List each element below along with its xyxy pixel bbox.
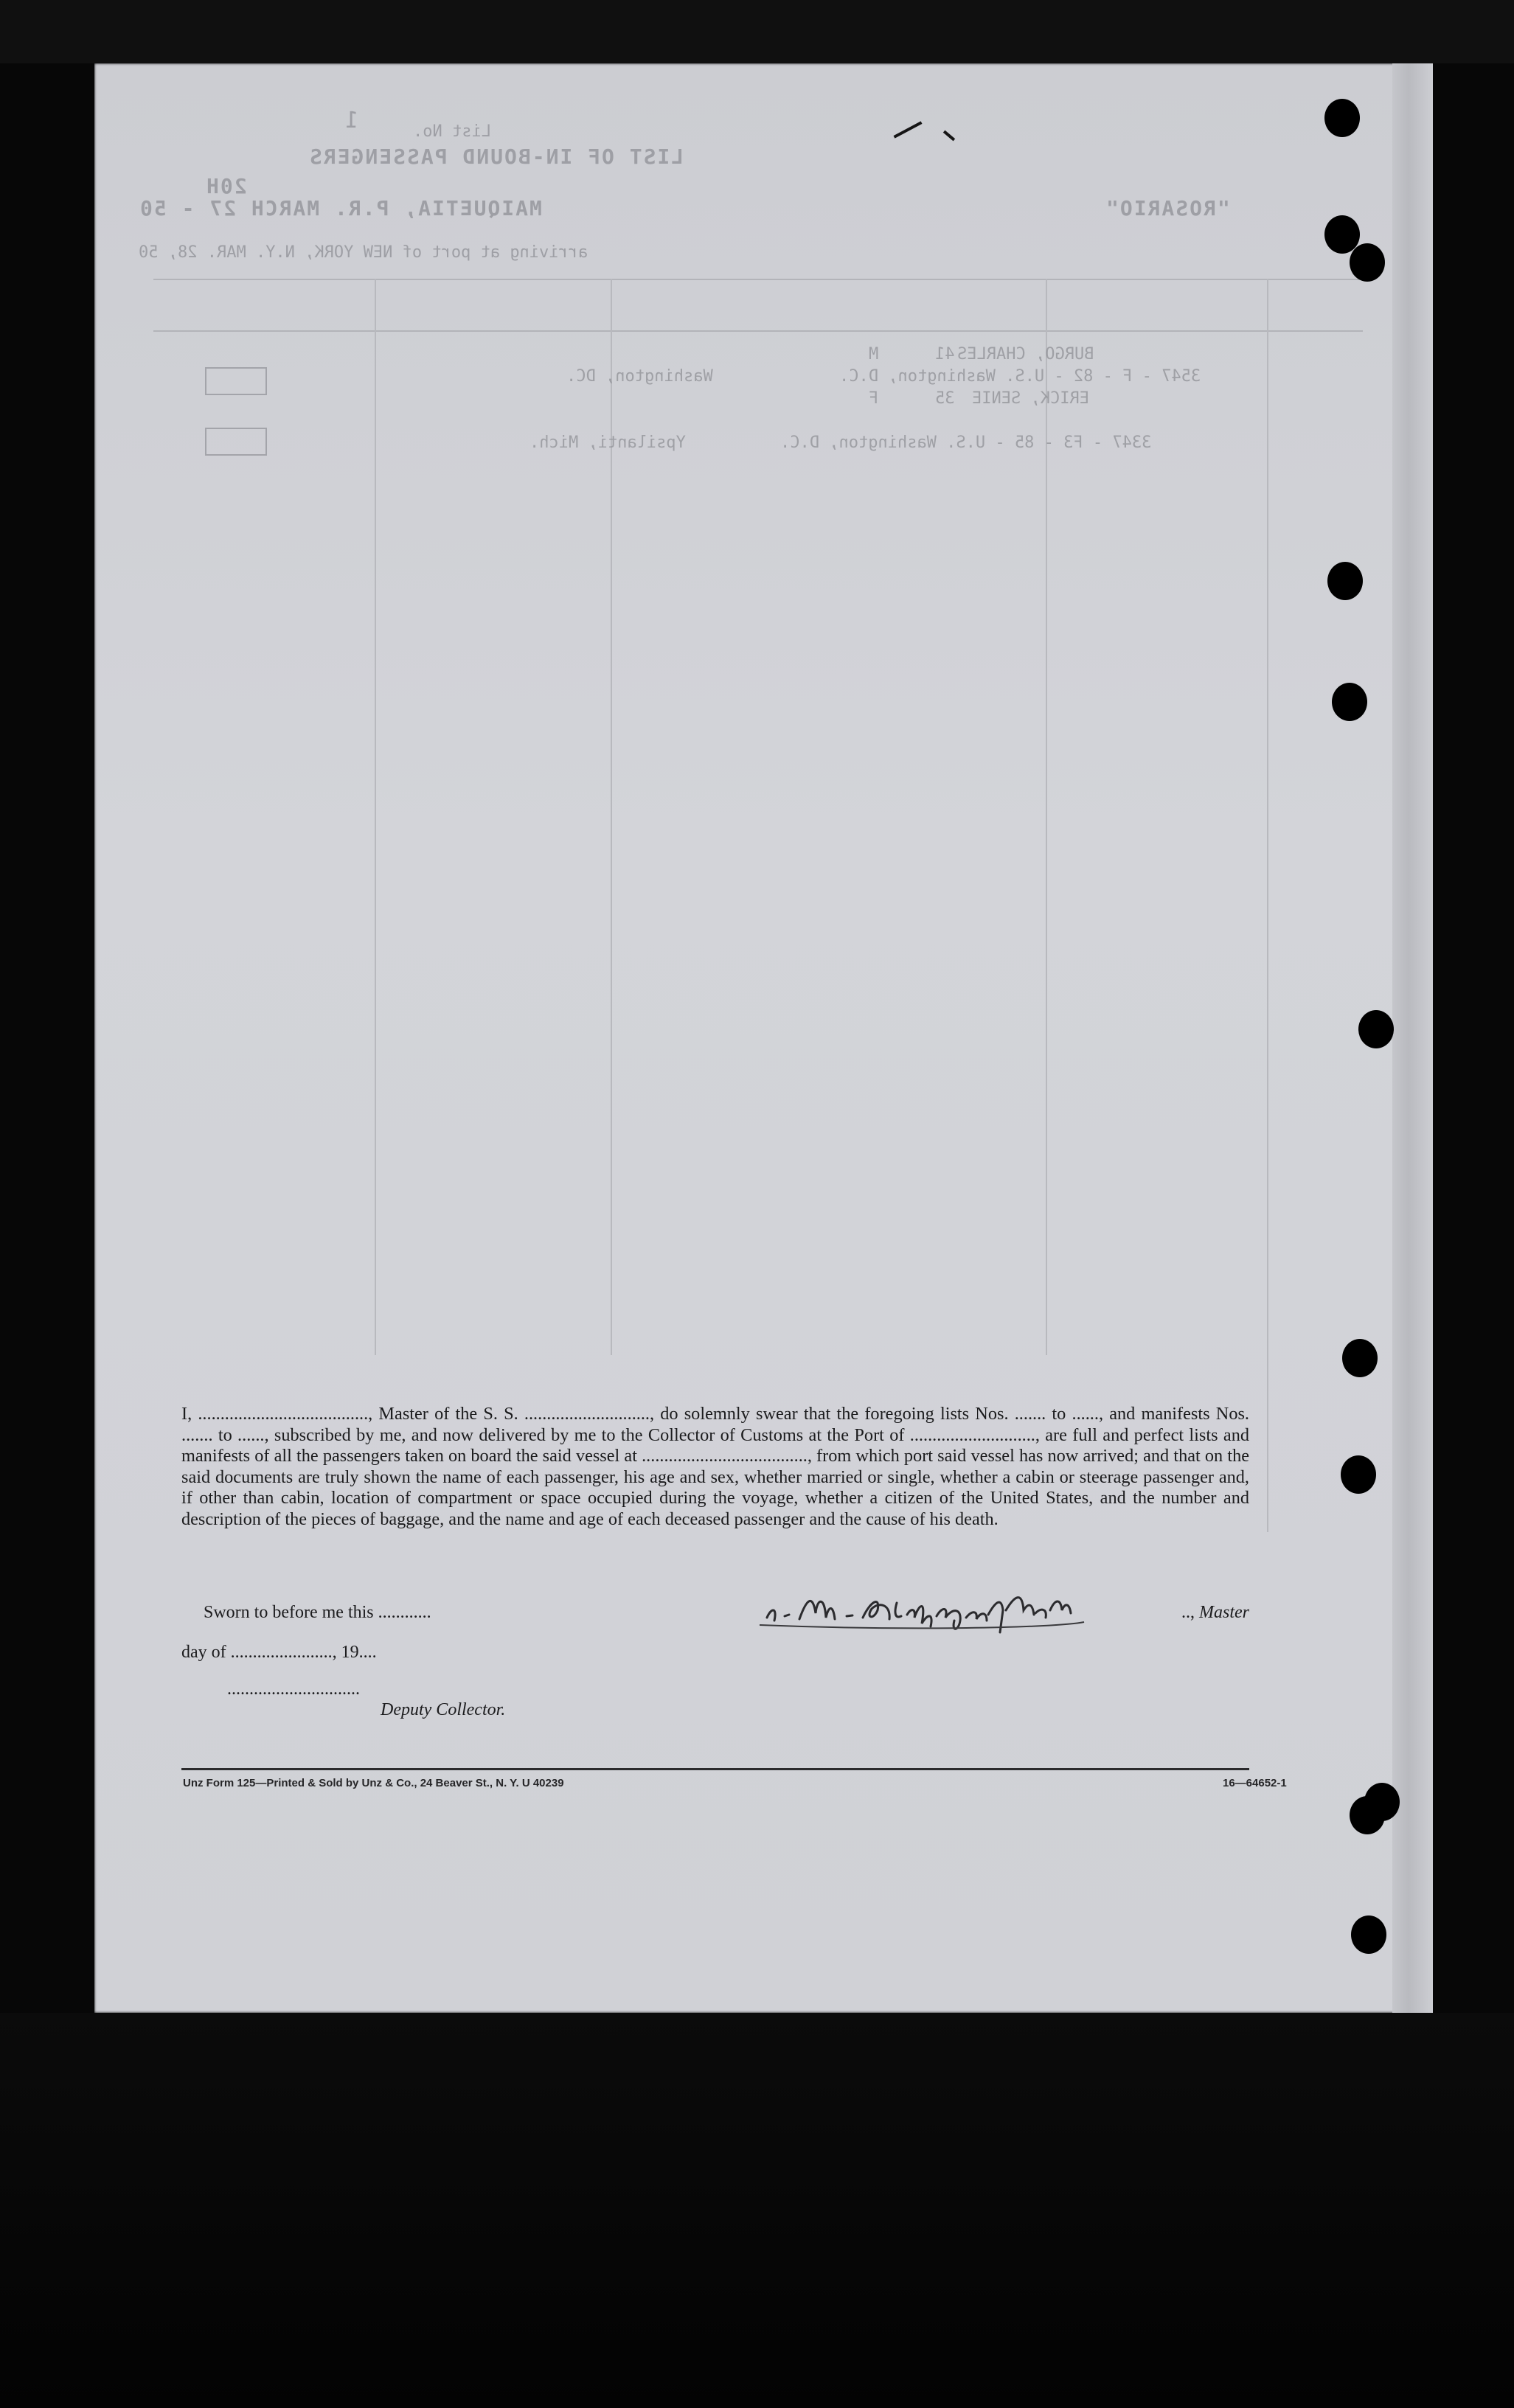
ghost-list-no: 1 [345,108,359,133]
punch-hole-3 [1350,243,1385,282]
ghost-rule-1 [153,279,1363,280]
ghost-passenger-1-age: 41 [935,345,955,363]
ghost-passenger-1-doc: 3547 - F - 82 - U.S. Washington, D.C. [839,367,1201,386]
ghost-departure-line: MAIQUETIA, P.R. MARCH 27 - 50 [139,196,542,220]
punch-hole-4 [1327,562,1363,600]
ghost-rule-2 [153,330,1363,332]
ghost-passenger-2-age: 35 [935,389,955,408]
ghost-list-no-label: List No. [413,122,491,141]
master-signature [752,1581,1187,1640]
ghost-passenger-1-sex: M [869,345,879,363]
ghost-col-1 [375,279,376,1355]
ghost-passenger-2-address: Ypsilanti, Mich. [529,434,686,452]
stray-mark-1 [894,121,923,138]
ghost-stamp-box-2 [205,428,267,456]
master-dots: .., [1181,1603,1195,1622]
master-line [1181,1603,1249,1623]
ghost-col-4 [1267,279,1268,1532]
sworn-line: Sworn to before me this ............ [204,1603,431,1622]
punch-hole-1 [1324,99,1360,137]
punch-hole-7 [1342,1339,1378,1377]
master-label: Master [1199,1603,1249,1622]
ghost-list-title: LIST OF IN-BOUND PASSENGERS [308,145,684,169]
deputy-dots: .............................. [227,1680,360,1699]
punch-hole-5 [1332,683,1367,721]
punch-hole-8 [1341,1455,1376,1494]
oath-paragraph: I, ......................................, Master of the S. S. ............................, do solemnly swear that the foregoing lists Nos. ....... to ......, and manifests Nos. ....... to ......, subscribed by me, and now delivered by me to the Collector of Customs at the Port of ............................, are full and perfect lists and manifests of all the passengers taken on board the said vessel at ....................................., from which port said vessel has now arrived; and that on the said documents are truly shown the name of each passenger, his age and sex, whether married or single, whether a cabin or steerage passenger and, if other than cabin, location of compartment or space occupied during the voyage, whether a citizen of the United States, and the number and description of the pieces of baggage, and the name and age of each deceased passenger and the cause of his death. [181,1404,1249,1529]
ghost-vessel: "ROSARIO" [1105,196,1230,220]
ghost-passenger-1-name: BURGO, CHARLES [957,345,1094,363]
footer-form-imprint: Unz Form 125—Printed & Sold by Unz & Co., 24 Beaver St., N. Y. U 40239 [183,1777,564,1789]
punch-hole-10 [1350,1796,1385,1834]
ghost-passenger-1-address: Washington, DC. [566,367,713,386]
footer-form-number: 16—64652-1 [1223,1777,1287,1789]
scan-background-top [0,0,1514,63]
punch-hole-6 [1358,1010,1394,1048]
page-edge-strip [1392,63,1433,2013]
punch-hole-11 [1351,1915,1386,1954]
deputy-collector-label: Deputy Collector. [381,1700,506,1719]
ghost-arrival-line: arriving at port of NEW YORK, N.Y. MAR. 28, 50 [139,243,588,262]
scan-background-bottom [0,2013,1514,2408]
ghost-stamp-code: 20H [205,174,247,198]
stray-mark-2 [943,131,955,142]
ghost-passenger-2-doc: 3347 - F3 - 85 - U.S. Washington, D.C. [780,434,1152,452]
ghost-passenger-2-name: ERICK, SENIE [972,389,1089,408]
ghost-stamp-box-1 [205,367,267,395]
footer-rule [181,1768,1249,1770]
manifest-page [94,63,1433,2013]
day-line: day of ......................., 19.... [181,1643,377,1662]
ghost-passenger-2-sex: F [869,389,879,408]
